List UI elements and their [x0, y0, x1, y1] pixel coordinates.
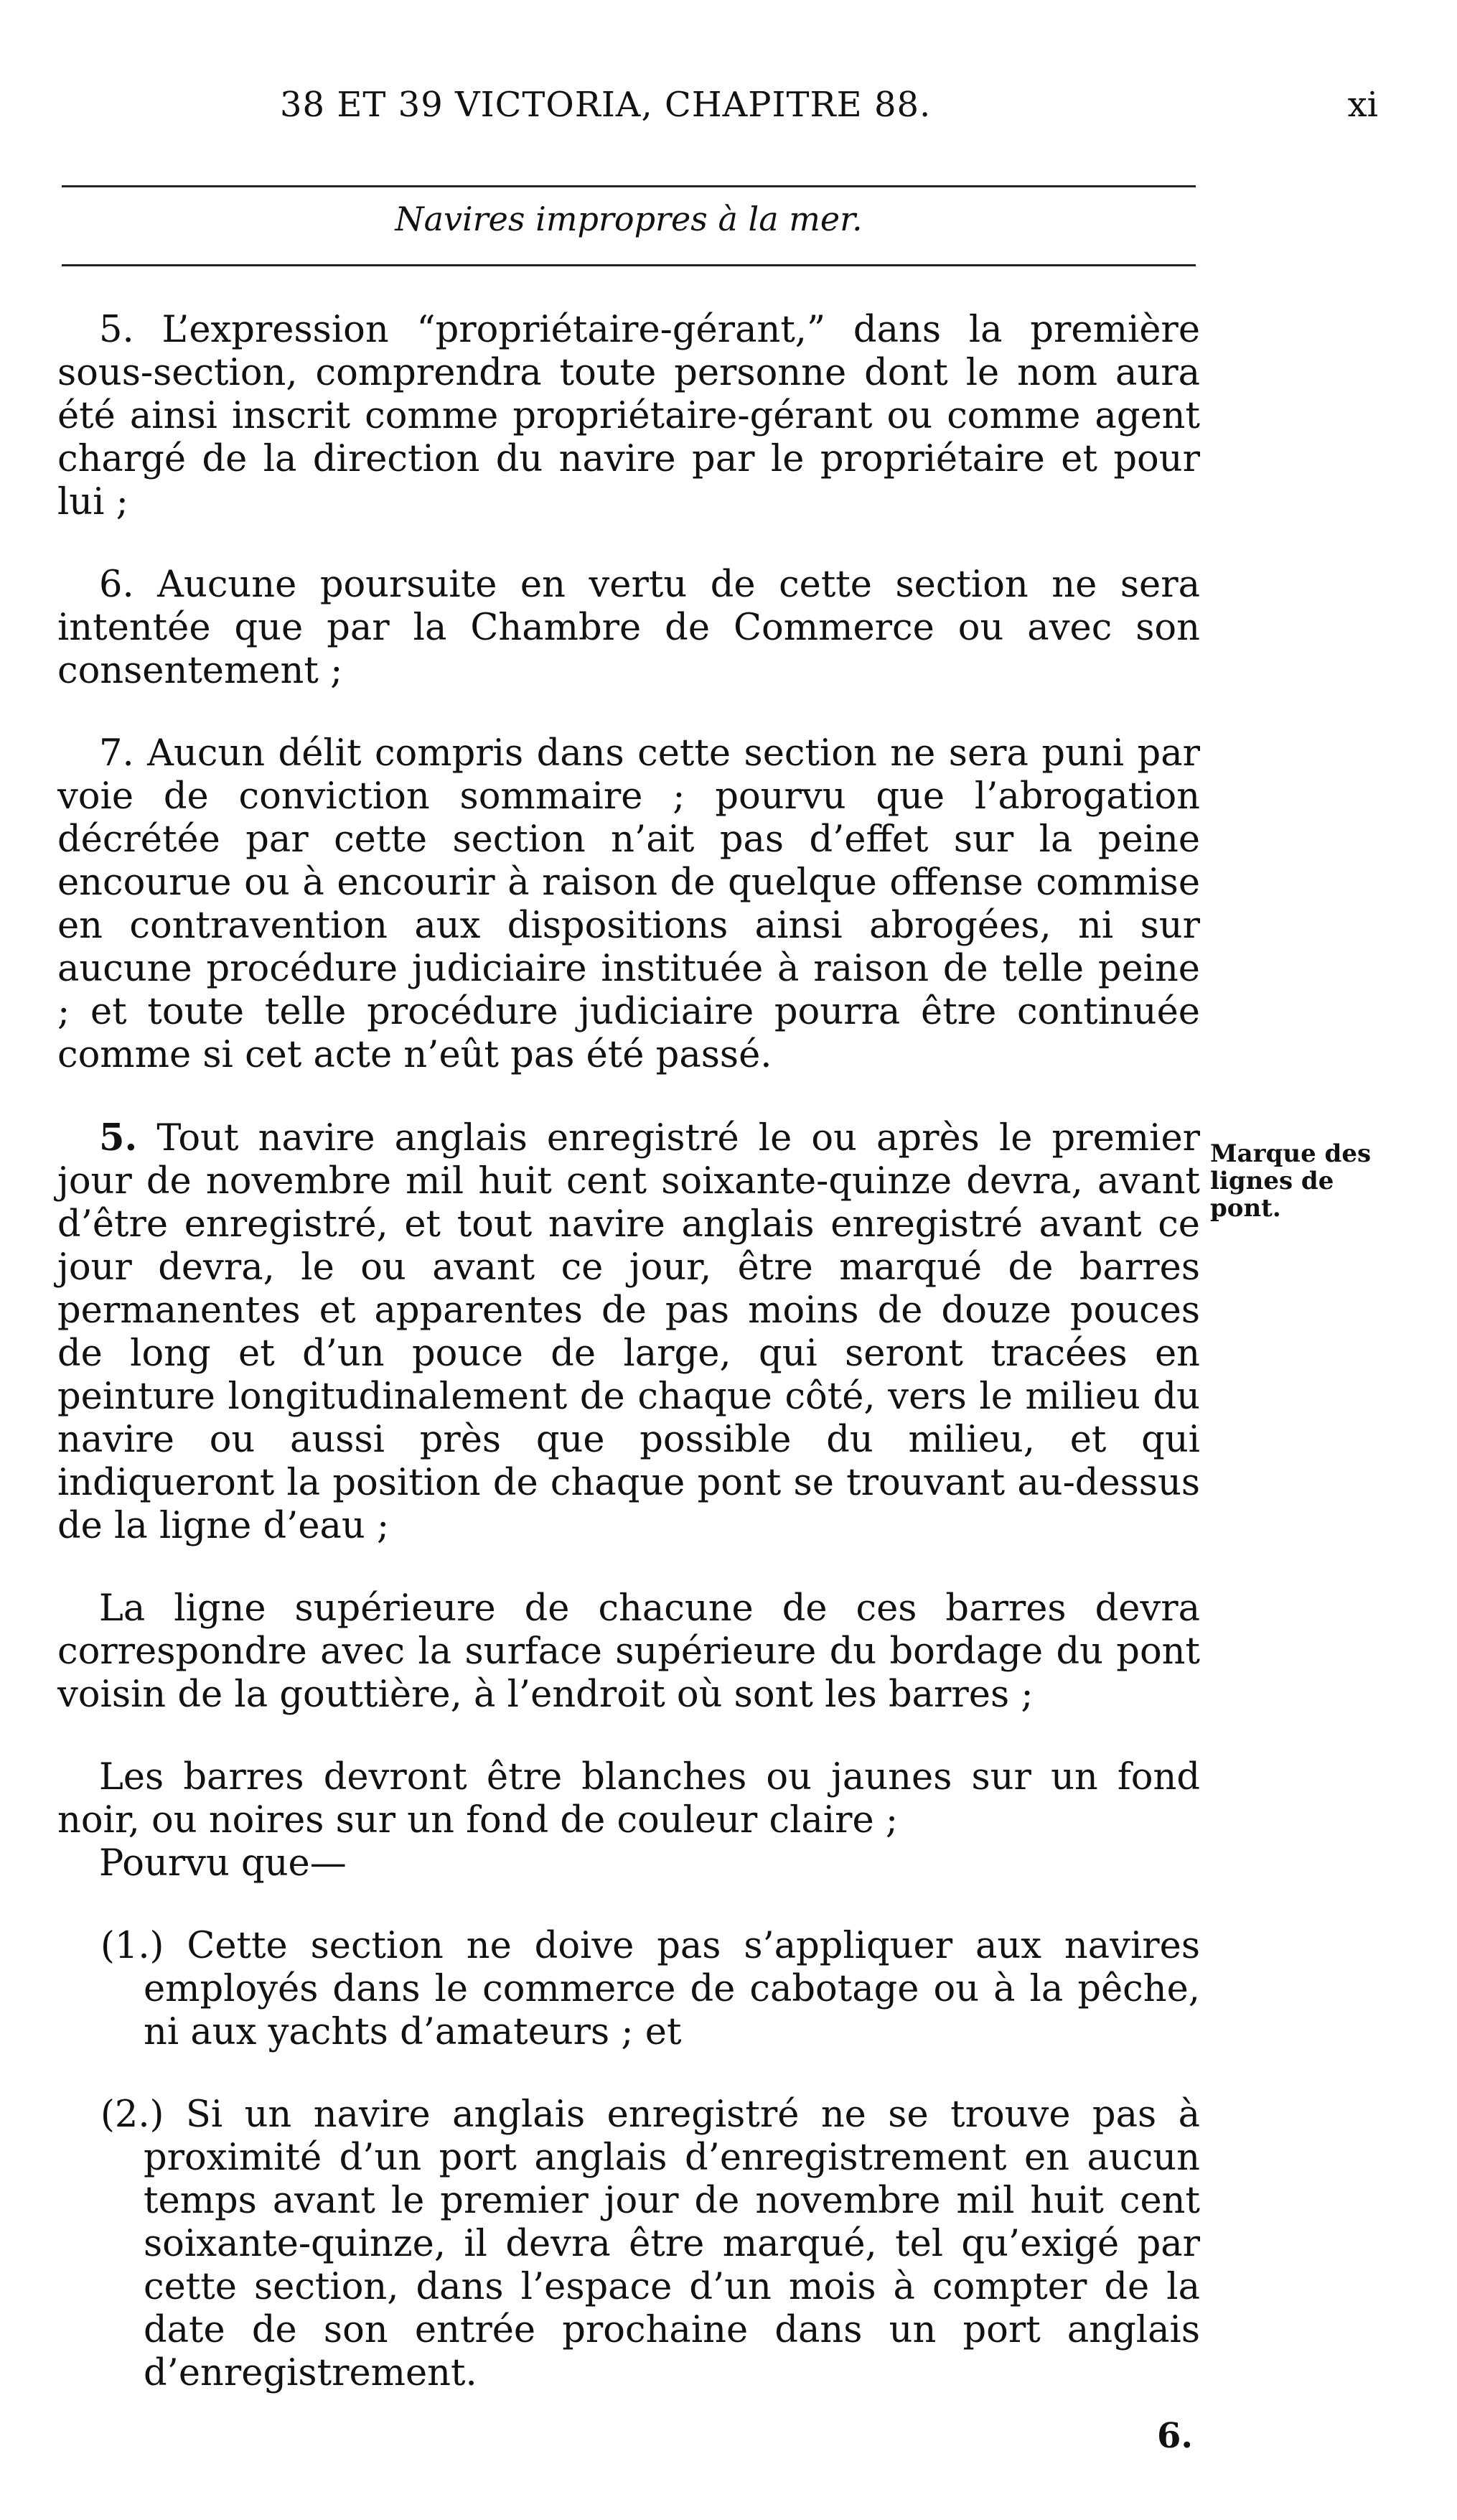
subsection-2: (2.) Si un navire anglais enregistré ne se trouve pas à proximité d’un port anglais d’enregistrement en aucun temps avant le premier jour de novembre mil huit cent soixante-quinze, il devra être marqué, tel qu’exigé par cette section, dans l’espace d’un mois à compter de la date de son entrée prochaine dans un port anglais d’enregistrement.	[100, 2094, 1200, 2394]
subsection-1: (1.) Cette section ne doive pas s’appliquer aux navires employés dans le commerce de cabotage ou à la pêche, ni aux yachts d’amateurs ; et	[100, 1925, 1200, 2053]
section-5-text: Tout navire anglais enregistré le ou après le premier jour de novembre mil huit cent soixante-quinze devra, avant d’être enregistré, et tout navire anglais enregistré avant ce jour devra, le ou avant ce jour, être marqué de barres permanentes et apparentes de pas moins de douze pouces de long et d’un pouce de large, qui seront tracées en peinture longitudinalement de chaque côté, vers le milieu du navire ou aussi près que possible du milieu, et qui indiqueront la position de chaque pont se trouvant au-dessus de la ligne d’eau ;	[57, 1117, 1200, 1547]
bottom-rule	[62, 264, 1196, 266]
catchword: 6.	[1157, 2416, 1194, 2456]
running-header	[0, 85, 1457, 142]
page-number: xi	[1347, 85, 1378, 125]
proviso-intro: Pourvu que—	[99, 1842, 347, 1885]
section-number: 5.	[99, 1116, 138, 1159]
section-5-paragraph-2: La ligne supérieure de chacune de ces barres devra correspondre avec la surface supérieure du bordage du pont voisin de la gouttière, à l’endroit où sont les barres ;	[57, 1587, 1200, 1716]
margin-note: Marque des lignes de pont.	[1210, 1139, 1372, 1223]
top-rule	[62, 185, 1196, 187]
section-5-paragraph-3: Les barres devront être blanches ou jaunes sur un fond noir, ou noires sur un fond de couleur claire ;	[57, 1756, 1200, 1842]
paragraph-5: 5. L’expression “propriétaire-gérant,” dans la première sous-section, comprendra toute personne dont le nom aura été ainsi inscrit comme propriétaire-gérant ou comme agent chargé de la direction du navire par le propriétaire et pour lui ;	[57, 309, 1200, 523]
body-text	[57, 309, 1200, 2435]
paragraph-7: 7. Aucun délit compris dans cette section ne sera puni par voie de conviction sommaire ; pourvu que l’abrogation décrétée par cette section n’ait pas d’effet sur la peine encourue ou à encourir à raison de quelque offense commise en contravention aux dispositions ainsi abrogées, ni sur aucune procédure judiciaire instituée à raison de telle peine ; et toute telle procédure judiciaire pourra être continuée comme si cet acte n’eût pas été passé.	[57, 732, 1200, 1076]
section-5-paragraph	[57, 1116, 1200, 1548]
header-title: 38 ET 39 VICTORIA, CHAPITRE 88.	[280, 85, 932, 125]
paragraph-6: 6. Aucune poursuite en vertu de cette section ne sera intentée que par la Chambre de Commerce ou avec son consentement ;	[57, 564, 1200, 692]
section-subtitle: Navires impropres à la mer.	[395, 200, 863, 238]
